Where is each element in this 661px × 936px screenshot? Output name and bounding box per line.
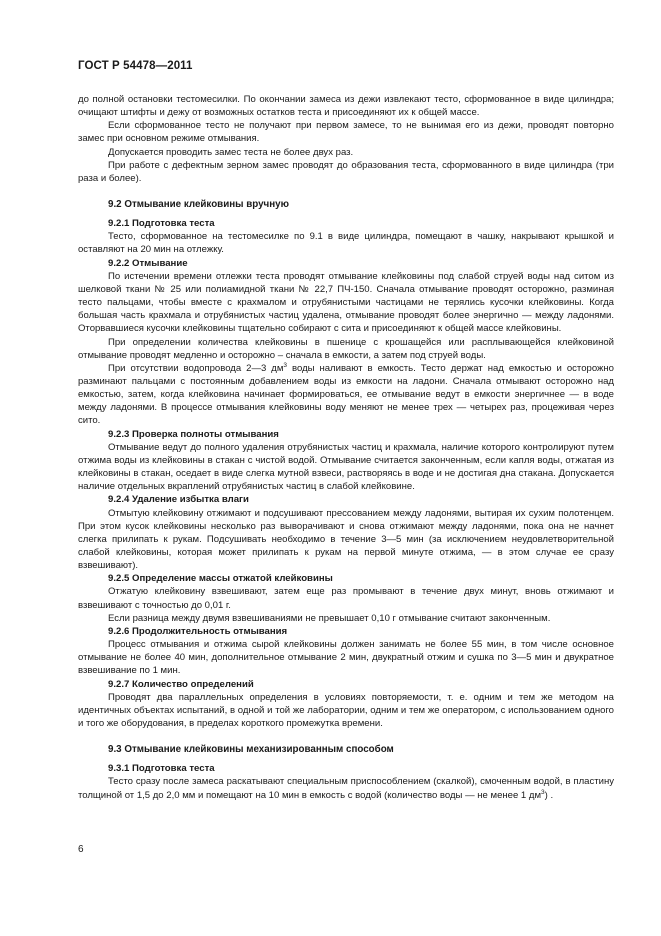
section-9-2-7-text: Проводят два параллельных определения в условиях повторяемости, т. е. одним и тем же методом на идентичных объектах испытаний, в одной и той же лаборатории, одним и тем же оператором, с использованием одного и того же оборудования, в пределах короткого промежутка времени. [78, 691, 614, 730]
section-9-2-heading: 9.2 Отмывание клейковины вручную [108, 199, 289, 211]
document-header: ГОСТ Р 54478—2011 [78, 60, 193, 72]
section-9-3-1-text-end: ) . [544, 789, 554, 801]
section-9-2-7-heading: 9.2.7 Количество определений [108, 678, 254, 690]
page-number: 6 [78, 844, 84, 855]
cubic-superscript: 3 [283, 361, 288, 369]
section-9-2-5-paragraph-2: Если разница между двумя взвешиваниями не превышает 0,10 г отмывание считают законченным. [108, 612, 551, 624]
section-9-2-6-text: Процесс отмывания и отжима сырой клейковины должен занимать не более 55 мин, в том числе основное отмывание не более 40 мин, дополнительное отмывание 2 мин, двукратный отжим и сушка по 3—5 мин и двукратное взвешивание по 1 мин. [78, 639, 614, 677]
section-9-2-2-paragraph-2: При определении количества клейковины в пшенице с крошащейся или расплывающейся клейковиной отмывание проводят медленно и осторожно – сначала в емкости, а затем под струей воды. [78, 336, 614, 361]
intro-paragraph-2: Если сформованное тесто не получают при первом замесе, то не вынимая его из дежи, проводят повторно замес при основном режиме отмывания. [78, 120, 614, 145]
section-9-2-2-heading: 9.2.2 Отмывание [108, 257, 188, 269]
section-9-2-1-text: Тесто, сформованное на тестомесилке по 9.1 в виде цилиндра, помещают в чашку, накрывают крышкой и оставляют на 20 мин на отлежку. [78, 231, 614, 256]
section-9-2-4-text: Отмытую клейковину отжимают и подсушивают прессованием между ладонями, вытирая их сухим полотенцем. При этом кусок клейковины несколько раз выворачивают и снова отжимают между ладонями, пока она не начнет слегка прилипать к рукам. Подсушивать необходимо в течение 3—5 мин (за исключением неудовлетворительной слабой клейковины, которая может прилипать к рукам на первой минуте отжима, — в этом случае ее сразу взвешивают). [78, 507, 614, 572]
section-9-2-3-text: Отмывание ведут до полного удаления отрубянистых частиц и крахмала, наличие которого контролируют путем отжима воды из клейковины в стакан с чистой водой. Отмывание считается законченным, если капля воды, отжатая из клейковины в стакан, оседает в виде слегка мутной взвеси, растворяясь в воде и не достигая дна стакана. Допускается наличие отдельных вкраплений отрубянистых частиц в слабой клейковине. [78, 441, 614, 493]
cubic-superscript: 3 [541, 788, 545, 796]
section-9-2-2-paragraph-3-start: При отсутствии водопровода 2—3 дм [108, 362, 284, 374]
intro-paragraph-4: При работе с дефектным зерном замес проводят до образования теста, сформованного в виде цилиндра (три раза и более). [78, 159, 614, 184]
section-9-3-heading: 9.3 Отмывание клейковины механизированным способом [108, 744, 394, 756]
section-9-2-1-heading: 9.2.1 Подготовка теста [108, 218, 215, 230]
section-9-2-2-paragraph-1: По истечении времени отлежки теста проводят отмывание клейковины под слабой струей воды над ситом из шелковой ткани № 25 или полиамидной ткани № 22,7 ПЧ-150. Сначала отмывание проводят осторожно, разминая тесто пальцами, чтобы вместе с крахмалом и отрубянистыми частицами не терялись кусочки клейковины. Когда большая часть крахмала и отрубянистых частиц удалена, отмывание проводят более энергично — между ладонями. Оторвавшиеся кусочки клейковины тщательно собирают с сита и присоединяют к общей массе клейковины. [78, 270, 614, 335]
section-9-2-2-paragraph-3-end: воды наливают в емкость. Тесто держат над емкостью и осторожно разминают пальцами с постоянным добавлением воды из емкости на ладони. Сначала отмывают осторожно над емкостью, затем, когда клейковина начинает формироваться, ее отмывание ведут в емкости энергичнее — в воде между ладонями. В процессе отмывания клейковины воду меняют не менее трех — четырех раз, процеживая через сито. [78, 362, 614, 427]
section-9-2-5-heading: 9.2.5 Определение массы отжатой клейковины [108, 573, 333, 585]
section-9-2-2-paragraph-3 [78, 362, 614, 428]
section-9-3-1-text [78, 775, 614, 801]
section-9-3-1-heading: 9.3.1 Подготовка теста [108, 763, 215, 775]
section-9-2-6-heading: 9.2.6 Продолжительность отмывания [108, 625, 288, 637]
intro-paragraph-1: до полной остановки тестомесилки. По окончании замеса из дежи извлекают тесто, сформованное в виде цилиндра; очищают штифты и дежу от возможных остатков теста и присоединяют их к общей массе. [78, 94, 614, 119]
section-9-3-1-text-start: Тесто сразу после замеса раскатывают специальным приспособлением (скалкой), смоченным водой, в пластину толщиной от 1,5 до 2,0 мм и помещают на 10 мин в емкость с водой (количество воды — не менее 1 дм [78, 776, 614, 801]
document-body [78, 93, 614, 802]
intro-paragraph-3: Допускается проводить замес теста не более двух раз. [108, 146, 354, 158]
section-9-2-4-heading: 9.2.4 Удаление избытка влаги [108, 494, 249, 506]
section-9-2-5-paragraph-1: Отжатую клейковину взвешивают, затем еще раз промывают в течение двух минут, вновь отжимают и взвешивают с точностью до 0,01 г. [78, 586, 614, 611]
section-9-2-3-heading: 9.2.3 Проверка полноты отмывания [108, 428, 279, 440]
